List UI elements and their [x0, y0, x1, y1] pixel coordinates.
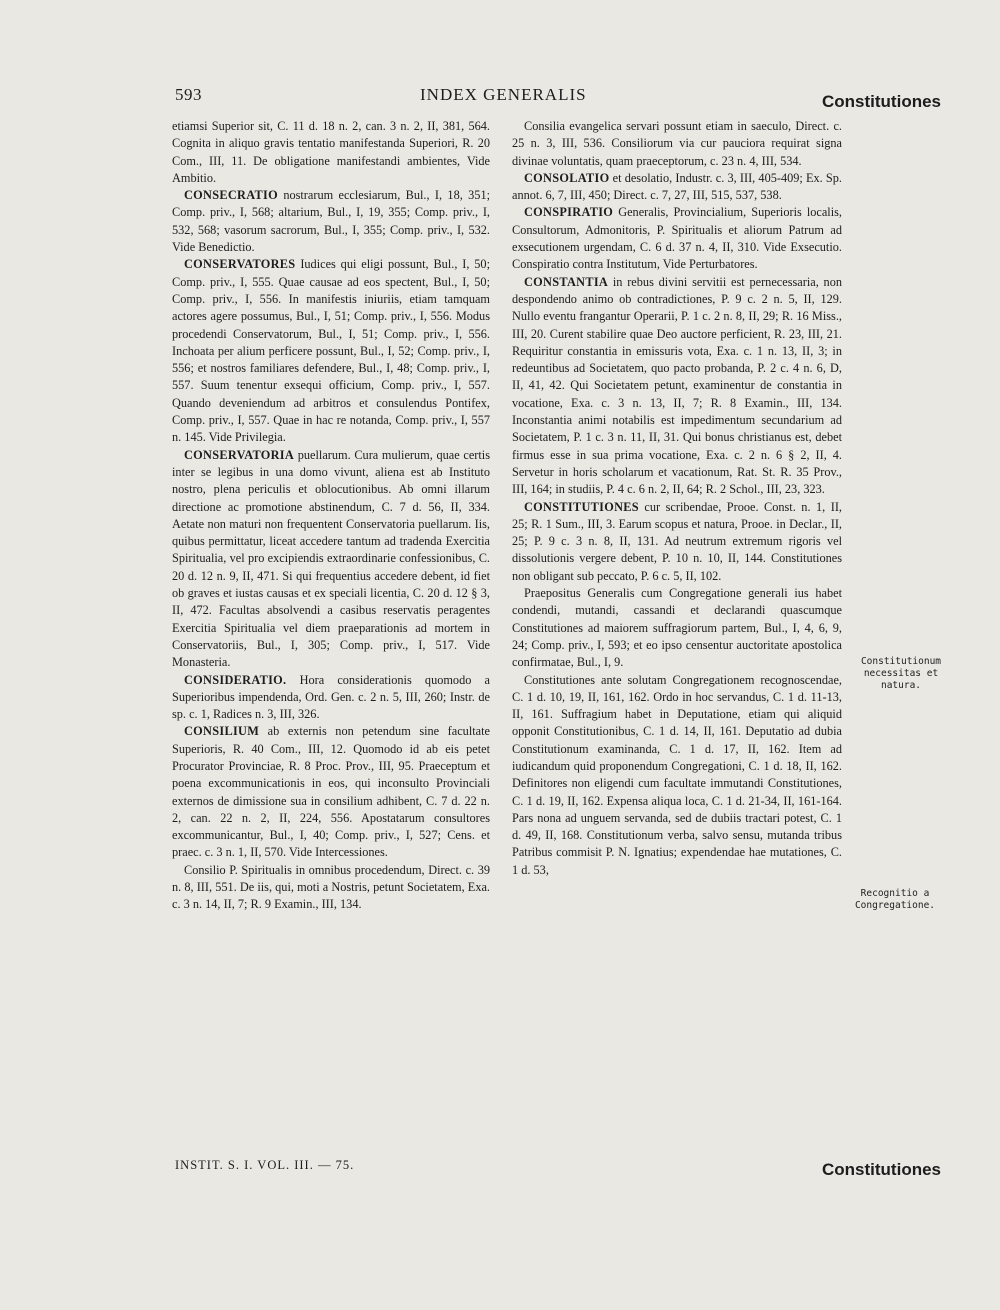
entry-text: etiamsi Superior sit, C. 11 d. 18 n. 2, can. 3 n. 2, II, 381, 564. Cognita in aliquo gravis tentatio manifestanda Superiori, R. 20 Com., III, 11. De obligatione manifestandi ambientes, Vide Ambitio.: [172, 119, 490, 185]
catchword-bottom: Constitutiones: [822, 1160, 941, 1179]
entry-text: et desolatio, Industr. c. 3, III, 405-409; Ex. Sp. annot. 6, 7, III, 450; Direct. c. 7, 27, III, 515, 537, 538.: [512, 170, 842, 203]
entry-text: Iudices qui eligi possunt, Bul., I, 50; Comp. priv., I, 555. Quae causae ad eos spectent, Bul., I, 50; Comp. priv., I, 556. In manifestis iniuriis, etiam tamquam actores agere possumus, Bul., I, 51; Comp. priv., I, 556. Modus procedendi Conservatorum, Bul., I, 51; Comp. priv., I, 556. Inchoata per alium perficere possunt, Bul., I, 52; Comp. priv., I, 556; et nostros familiares defendere, Bul., I, 48; Comp. priv., I, 557. Suum tenentur exsequi officium, Comp. priv., I, 557. Quando deveniendum ad arbitros et consulendus Pontifex, Comp. priv., I, 557. Quae in hac re notanda, Comp. priv., I, 557 n. 145. Vide Privilegia.: [172, 257, 490, 445]
entry-text: Hora considerationis quomodo a Superioribus impendenda, Ord. Gen. c. 2 n. 5, III, 260; Instr. de sp. c. 1, Radices n. 3, III, 326.: [172, 672, 490, 722]
entry-term: CONSILIUM: [184, 724, 260, 739]
signature-mark: INSTIT. S. I. VOL. III. — 75.: [175, 1158, 355, 1172]
index-entry: [172, 672, 490, 724]
entry-text: Constitutiones ante solutam Congregationem recognoscendae, C. 1 d. 10, 19, II, 161, 162. Ordo in hoc servandus, C. 1 d. 11-13, II, 161. Suffragium habet in Deputatione, etiam qui aliquid opponit Constitutionibus, C. 1 d. 14, II, 161. Deputatio ad dubia Constitutionum examinanda, C. 1 d. 17, II, 162. Item ad iudicandum quid proponendum Congregationi, C. 1 d. 18, II, 162. Definitores non eligendi cum facultate immutandi Constitutiones, C. 1 d. 19, II, 162. Expensa aliqua loca, C. 1 d. 21-34, II, 161-164. Pars nona ad unguem servanda, sed de dubiis tractari potest, C. 1 d. 49, II, 168. Constitutionum verba, salvo sensu, mutanda tribus Patribus commisit P. N. Ignatius; expendendae hae mutationes, C. 1 d. 53,: [512, 672, 842, 877]
index-entry: [512, 204, 842, 273]
index-entry: [172, 187, 490, 256]
entry-term: CONSECRATIO: [184, 188, 278, 203]
margin-note: Recognitio a Congregatione.: [854, 888, 936, 911]
index-entry: [172, 447, 490, 672]
entry-term: CONSPIRATIO: [524, 205, 614, 220]
entry-text: in rebus divini servitii est pernecessaria, non despondendo animo ob contradictiones, P. 9 c. 2 n. 5, II, 129. Nullo eventu frangantur Operarii, P. 1 c. 2 n. 8, II, 29; R. 16 Miss., III, 20. Curent stabilire quae Deo auctore perficient, R. 23, III, 21. Requiritur constantia in emissuris vota, Exa. c. 1 n. 13, II, 3; in redeuntibus ad Societatem, quo pacto probanda, P. 2 c. 4 n. 6, D, II, 41, 42. Qui Societatem petunt, examinentur de constantia in vocatione, Exa. c. 3 n. 13, II, 7; R. 8 Examin., III, 134. Inconstantia animi notabilis est impedimentum secundarium ad Societatem, P. 1 c. 3 n. 11, II, 31. Qui bonus christianus est, debet firmus esse in sua prima vocatione, Exa. c. 2 n. 6 § 2, II, 4. Servetur in horis scholarum et vacationum, Rat. St. R. 35 Prov., III, 164; in studiis, P. 4 c. 6 n. 2, II, 64; R. 2 Schol., III, 23, 323.: [512, 274, 842, 497]
index-entry: [172, 723, 490, 861]
entry-term: CONSERVATORES: [184, 257, 296, 272]
entry-text: Consilio P. Spiritualis in omnibus procedendum, Direct. c. 39 n. 8, III, 551. De iis, qui, moti a Nostris, petunt Societatem, Exa. c. 3 n. 14, II, 7; R. 9 Examin., III, 134.: [172, 862, 490, 912]
entry-term: CONSTITUTIONES: [524, 499, 639, 514]
entry-text: Consilia evangelica servari possunt etiam in saeculo, Direct. c. 25 n. 3, III, 536. Consiliorum via cur pauciora requirat signa divinae voluntatis, quam praeceptorum, c. 23 n. 4, III, 534.: [512, 119, 842, 168]
index-entry: [512, 118, 842, 170]
index-entry: [512, 672, 842, 880]
index-entry: [512, 499, 842, 585]
left-column: [172, 118, 490, 914]
entry-text: cur scribendae, Prooe. Const. n. 1, II, 25; R. 1 Sum., III, 3. Earum scopus et natura, Prooe. in Declar., II, 25; P. 9 c. 3 n. 8, II, 131. Ad neutrum extremum rigoris vel dissolutionis vergere debent, P. 10 n. 10, II, 144. Constitutiones non obligant sub peccato, P. 6 c. 5, II, 102.: [512, 499, 842, 583]
entry-text: nostrarum ecclesiarum, Bul., I, 18, 351; Comp. priv., I, 568; altarium, Bul., I, 19, 355; Comp. priv., I, 532, 568; vasorum sacrorum, Bul., I, 355; Comp. priv., I, 532. Vide Benedictio.: [172, 188, 491, 255]
running-title: INDEX GENERALIS: [420, 85, 587, 104]
catchword-top: Constitutiones: [822, 92, 941, 111]
entry-text: Generalis, Provincialium, Superioris localis, Consultorum, Admonitoris, P. Spiritualis et aliorum Patrum ad exsecutionem urgendam, C. 6 d. 37 n. 4, II, 310. Vide Exsecutio. Conspiratio contra Institutum, Vide Perturbatores.: [512, 205, 842, 272]
index-entry: [512, 585, 842, 671]
page-number: 593: [175, 85, 202, 104]
index-entry: [172, 862, 490, 914]
entry-term: CONSOLATIO: [524, 170, 610, 185]
entry-term: CONSTANTIA: [524, 274, 609, 289]
index-entry: [512, 170, 842, 205]
entry-term: CONSERVATORIA: [184, 447, 295, 462]
margin-note: Constitutionum necessitas et natura.: [860, 656, 942, 691]
index-entry: [172, 256, 490, 446]
entry-term: CONSIDERATIO.: [184, 672, 287, 687]
index-entry: [172, 118, 490, 187]
entry-text: ab externis non petendum sine facultate Superioris, R. 40 Com., III, 12. Quomodo id ab eis petet Procurator Provinciae, R. 8 Proc. Prov., III, 95. Praeceptum et poena excommunicationis in eos, qui inconsulto Provinciali externos de dimissione sua in consilium adhibent, C. 7 d. 22 n. 2, can. 22 n. 2, II, 224, 556. Apostatarum consultores excommunicantur, Bul., I, 40; Comp. priv., I, 527; Cens. et praec. c. 3 n. 1, II, 570. Vide Intercessiones.: [172, 724, 490, 860]
entry-text: puellarum. Cura mulierum, quae certis inter se legibus in una domo vivunt, aliena est ab Instituto nostro, plena periculis et oblocutionibus. Ab omni illarum directione ac promotione abstinendum, C. 7 d. 56, II, 334. Aetate non maturi non frequentent Conservatoria puellarum. Iis, quibus permittatur, liceat accedere tantum ad tradenda Exercitia Spiritualia, vel pro excipiendis extraordinarie confessionibus, C. 20 d. 12 n. 9, II, 471. Si qui frequentius accedere debent, id fiet ob graves et iustas causas et ex speciali licentia, C. 20 d. 12 § 3, II, 472. Facultas absolvendi a casibus reservatis peragentes Exercitia Spiritualia vel diem praeparationis ad mortem in Conservatoriis, Bul., I, 305; Comp. priv., I, 517. Vide Monasteria.: [172, 447, 490, 670]
index-entry: [512, 274, 842, 499]
right-column: [512, 118, 842, 879]
entry-text: Praepositus Generalis cum Congregatione generali ius habet condendi, mutandi, cassandi et declarandi quascumque Constitutiones ad maiorem suffragiorum partem, Bul., I, 4, 6, 9, 24; Comp. priv., I, 593; et eo ipso censentur auctoritate apostolica confirmatae, Bul., I, 9.: [512, 586, 842, 670]
